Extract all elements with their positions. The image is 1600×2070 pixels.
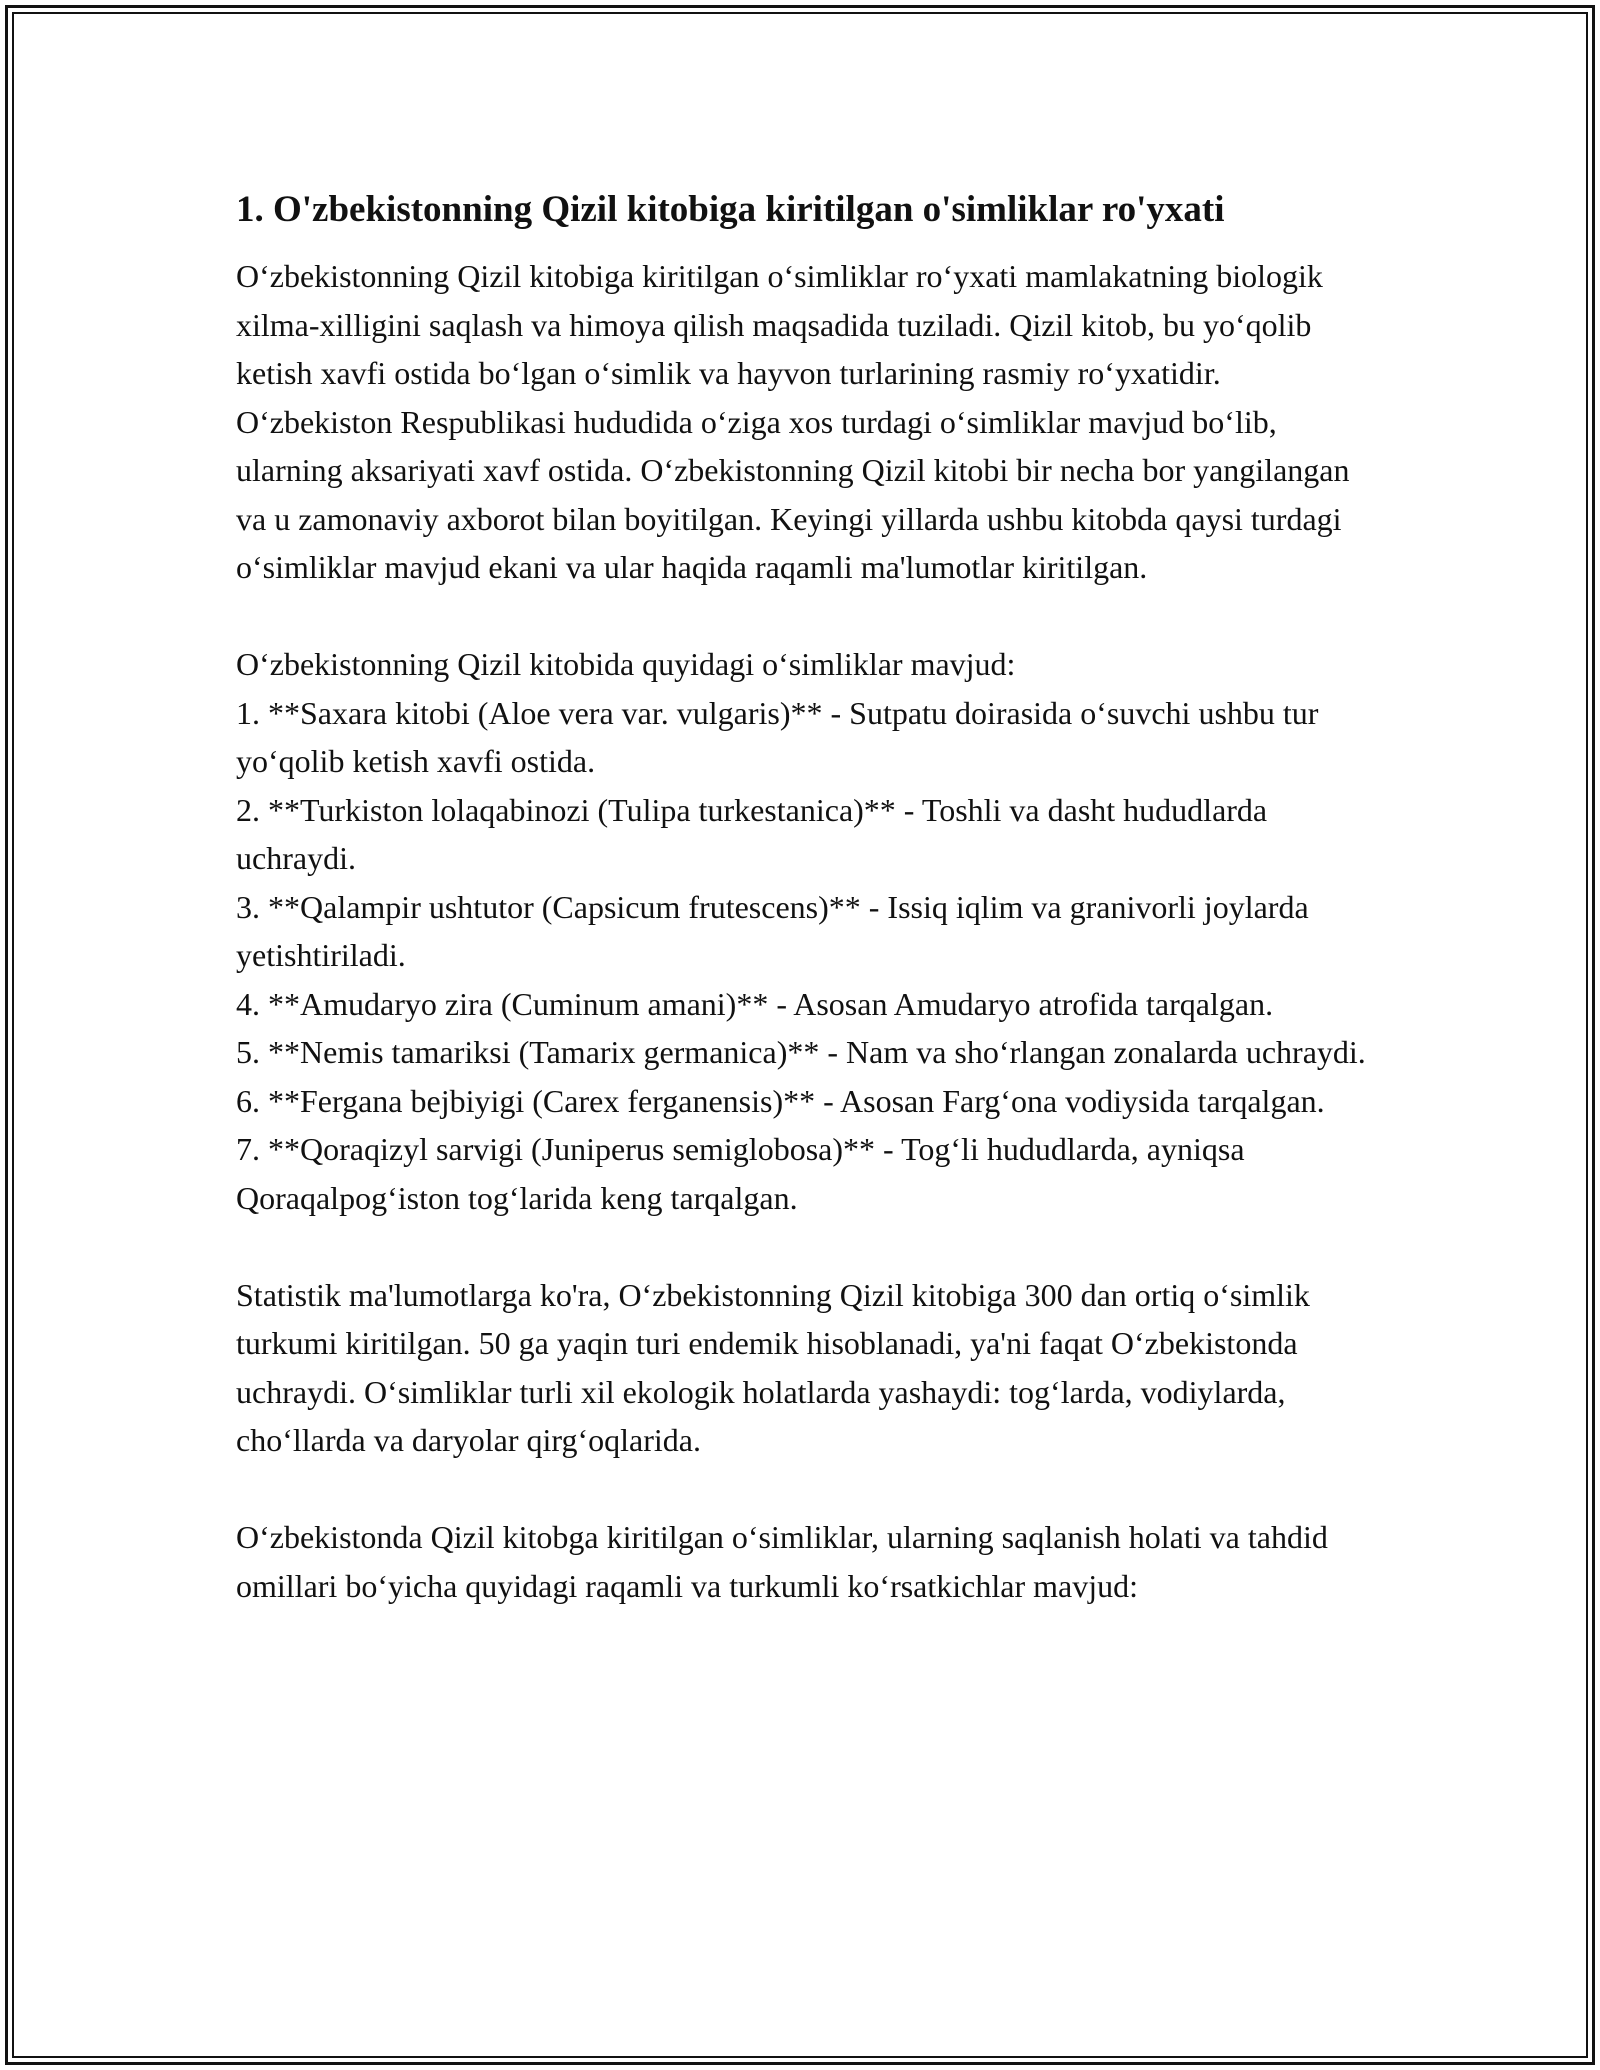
- list-item: 5. **Nemis tamariksi (Tamarix germanica)** - Nam va sho‘rlangan zonalarda uchraydi.: [236, 1034, 1366, 1070]
- document-body: [236, 186, 1376, 1610]
- list-item: 2. **Turkiston lolaqabinozi (Tulipa turkestanica)** - Toshli va dasht hududlarda uchraydi.: [236, 791, 1268, 876]
- intro-paragraph: O‘zbekistonning Qizil kitobiga kiritilgan o‘simliklar ro‘yxati mamlakatning biologik xilma-xilligini saqlash va himoya qilish maqsadida tuziladi. Qizil kitob, bu yo‘qolib ketish xavfi ostida bo‘lgan o‘simlik va hayvon turlarining rasmiy ro‘yxatidir. O‘zbekiston Respublikasi hududida o‘ziga xos turdagi o‘simliklar mavjud bo‘lib, ularning aksariyati xavf ostida. O‘zbekistonning Qizil kitobi bir necha bor yangilangan va u zamonaviy axborot bilan boyitilgan. Keyingi yillarda ushbu kitobda qaysi turdagi o‘simliklar mavjud ekani va ular haqida raqamli ma'lumotlar kiritilgan.: [236, 258, 1350, 585]
- list-item: 1. **Saxara kitobi (Aloe vera var. vulgaris)** - Sutpatu doirasida o‘suvchi ushbu tur yo‘qolib ketish xavfi ostida.: [236, 694, 1319, 779]
- paragraph-spacer: [236, 592, 1376, 641]
- list-item: 3. **Qalampir ushtutor (Capsicum frutescens)** - Issiq iqlim va granivorli joylarda yetishtiriladi.: [236, 888, 1309, 973]
- list-intro: O‘zbekistonning Qizil kitobida quyidagi o‘simliklar mavjud:: [236, 646, 1016, 682]
- list-item: 6. **Fergana bejbiyigi (Carex ferganensis)** - Asosan Farg‘ona vodiysida tarqalgan.: [236, 1082, 1325, 1119]
- closing-paragraph: O‘zbekistonda Qizil kitobga kiritilgan o‘simliklar, ularning saqlanish holati va tahdid omillari bo‘yicha quyidagi raqamli va turkumli ko‘rsatkichlar mavjud:: [236, 1519, 1328, 1604]
- paragraph-spacer: [236, 1465, 1376, 1514]
- document-title: 1. O'zbekistonning Qizil kitobiga kiritilgan o'simliklar ro'yxati: [236, 189, 1225, 230]
- statistics-paragraph: Statistik ma'lumotlarga ko'ra, O‘zbekistonning Qizil kitobiga 300 dan ortiq o‘simlik turkumi kiritilgan. 50 ga yaqin turi endemik hisoblanadi, ya'ni faqat O‘zbekistonda uchraydi. O‘simliklar turli xil ekologik holatlarda yashaydi: tog‘larda, vodiylarda, cho‘llarda va daryolar qirg‘oqlarida.: [236, 1276, 1310, 1458]
- list-item: 4. **Amudaryo zira (Cuminum amani)** - Asosan Amudaryo atrofida tarqalgan.: [236, 985, 1274, 1022]
- list-item: 7. **Qoraqizyl sarvigi (Juniperus semiglobosa)** - Tog‘li hududlarda, ayniqsa Qoraqalpog‘iston tog‘larida keng tarqalgan.: [236, 1131, 1245, 1216]
- paragraph-spacer: [236, 1222, 1376, 1271]
- plant-list: [236, 689, 1376, 1223]
